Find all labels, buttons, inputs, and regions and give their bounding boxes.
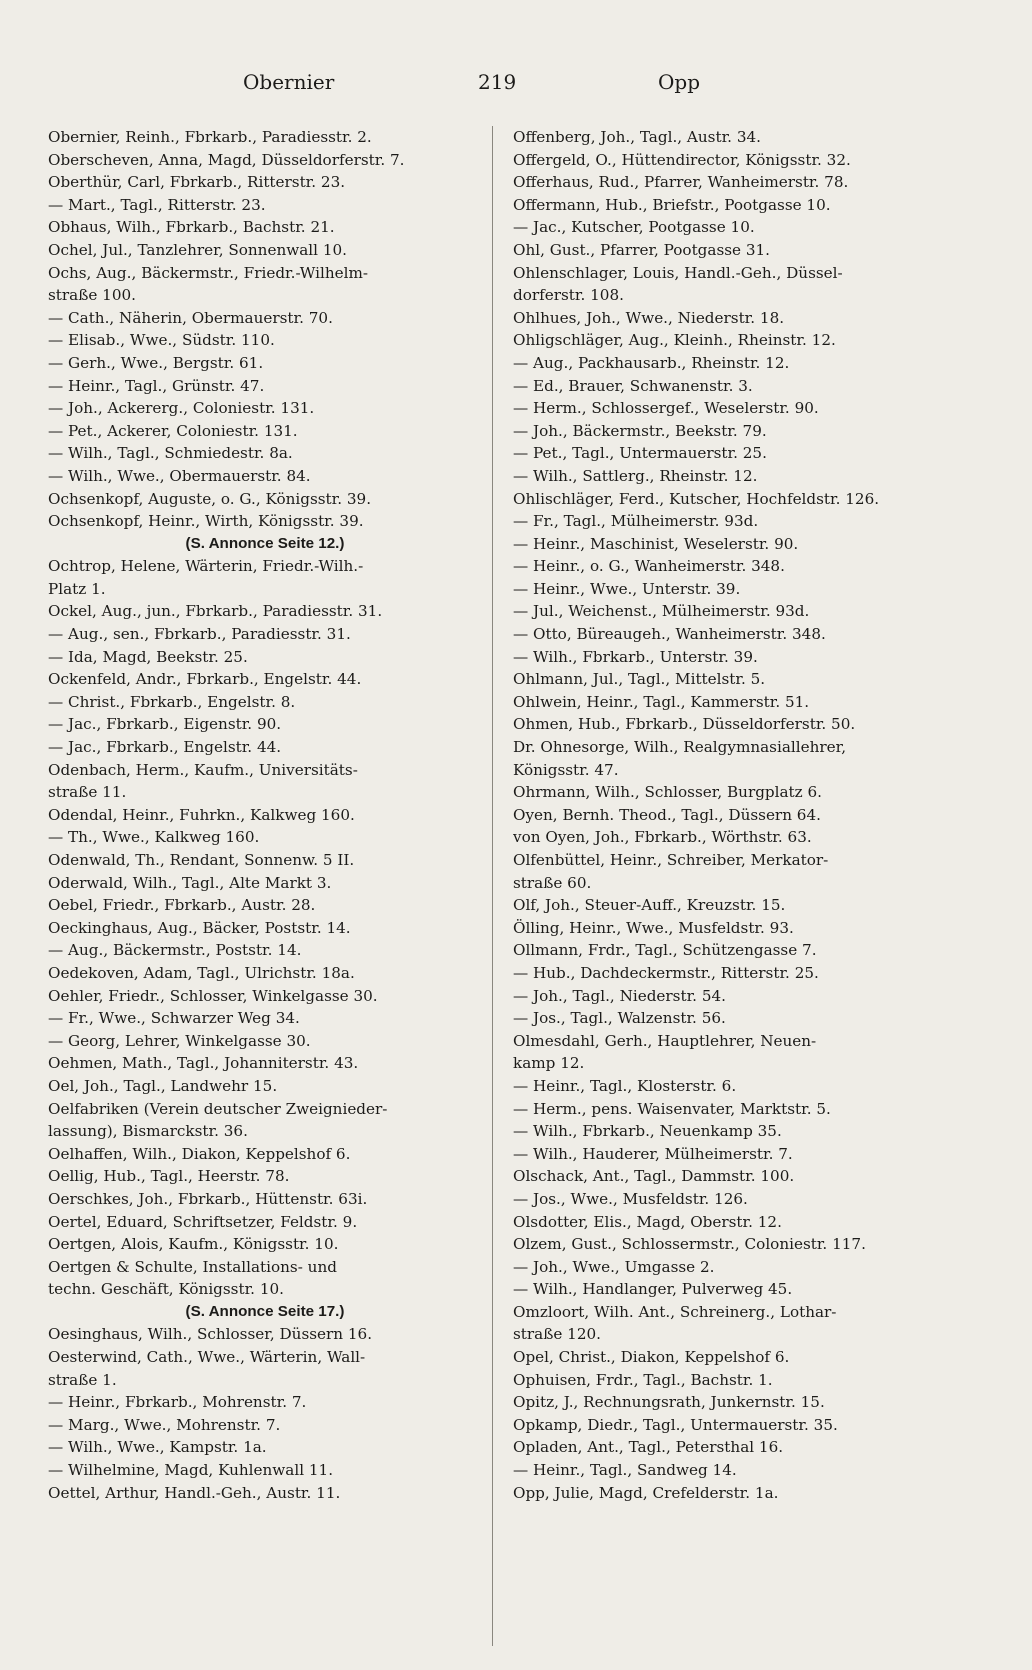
directory-entry: — Pet., Ackerer, Coloniestr. 131. [48, 421, 298, 440]
directory-entry: — Herm., Schlossergef., Weselerstr. 90. [513, 399, 819, 418]
directory-entry: — Jac., Fbrkarb., Engelstr. 44. [48, 738, 282, 757]
directory-entry: — Wilhelmine, Magd, Kuhlenwall 11. [48, 1461, 334, 1480]
directory-entry: — Jac., Fbrkarb., Eigenstr. 90. [48, 715, 282, 734]
directory-entry: — Pet., Tagl., Untermauerstr. 25. [513, 444, 767, 463]
directory-entry: — Aug., Bäckermstr., Poststr. 14. [48, 941, 302, 960]
directory-entry: Ochs, Aug., Bäckermstr., Friedr.-Wilhelm- [48, 263, 368, 282]
directory-entry: Odenwald, Th., Rendant, Sonnenw. 5 II. [48, 851, 355, 869]
directory-entry: von Oyen, Joh., Fbrkarb., Wörthstr. 63. [513, 828, 812, 847]
directory-entry: — Joh., Tagl., Niederstr. 54. [513, 986, 726, 1005]
directory-entry: — Hub., Dachdeckermstr., Ritterstr. 25. [513, 963, 819, 982]
directory-entry: — Mart., Tagl., Ritterstr. 23. [48, 195, 266, 214]
directory-entry: Oderwald, Wilh., Tagl., Alte Markt 3. [48, 873, 332, 892]
directory-entry: (S. Annonce Seite 12.) [185, 534, 345, 552]
directory-entry: — Wilh., Wwe., Obermauerstr. 84. [48, 466, 311, 485]
directory-entry: Opp, Julie, Magd, Crefelderstr. 1a. [513, 1483, 779, 1502]
directory-entry: — Heinr., Tagl., Klosterstr. 6. [513, 1076, 737, 1095]
directory-entry: Platz 1. [48, 579, 106, 598]
directory-entry: Ohl, Gust., Pfarrer, Pootgasse 31. [513, 240, 771, 259]
directory-entry: Königsstr. 47. [513, 760, 619, 779]
directory-entry: — Jos., Wwe., Musfeldstr. 126. [513, 1189, 748, 1208]
directory-entry: — Heinr., o. G., Wanheimerstr. 348. [513, 557, 785, 576]
directory-entry: Ockenfeld, Andr., Fbrkarb., Engelstr. 44. [48, 670, 362, 689]
column-divider [492, 126, 493, 1646]
directory-entry: Ohlwein, Heinr., Tagl., Kammerstr. 51. [513, 692, 810, 711]
directory-entry: Ohlmann, Jul., Tagl., Mittelstr. 5. [513, 670, 766, 689]
directory-entry: — Joh., Bäckermstr., Beekstr. 79. [513, 421, 767, 440]
directory-entry: straße 100. [48, 286, 136, 305]
directory-entry: — Heinr., Maschinist, Weselerstr. 90. [513, 534, 799, 553]
directory-entry: — Jac., Kutscher, Pootgasse 10. [513, 218, 755, 237]
directory-entry: — Fr., Tagl., Mülheimerstr. 93d. [513, 512, 759, 531]
directory-entry: — Joh., Ackererg., Coloniestr. 131. [48, 399, 315, 418]
directory-entry: Obernier, Reinh., Fbrkarb., Paradiesstr. 2. [48, 128, 372, 146]
directory-entry: — Aug., sen., Fbrkarb., Paradiesstr. 31. [48, 625, 351, 644]
directory-entry: Oesinghaus, Wilh., Schlosser, Düssern 16. [48, 1325, 373, 1344]
directory-entry: Ophuisen, Frdr., Tagl., Bachstr. 1. [513, 1370, 773, 1389]
directory-entry: Opel, Christ., Diakon, Keppelshof 6. [513, 1348, 790, 1367]
directory-entry: Ohlenschlager, Louis, Handl.-Geh., Düssel- [513, 263, 843, 282]
directory-entry: Oedekoven, Adam, Tagl., Ulrichstr. 18a. [48, 963, 355, 982]
directory-entry: — Aug., Packhausarb., Rheinstr. 12. [513, 353, 790, 372]
directory-entry: Olschack, Ant., Tagl., Dammstr. 100. [513, 1167, 795, 1186]
page-header [48, 70, 934, 104]
directory-entry: Olf, Joh., Steuer-Auff., Kreuzstr. 15. [513, 896, 786, 915]
directory-entry: — Wilh., Fbrkarb., Unterstr. 39. [513, 647, 758, 666]
directory-entry: straße 11. [48, 783, 127, 802]
directory-entry: Odendal, Heinr., Fuhrkn., Kalkweg 160. [48, 805, 355, 824]
directory-entry: Oertel, Eduard, Schriftsetzer, Feldstr. 9. [48, 1212, 358, 1231]
directory-entry: straße 60. [513, 873, 592, 892]
header-left-keyword: Obernier [243, 70, 335, 94]
directory-entry: Ohligschläger, Aug., Kleinh., Rheinstr. 12. [513, 331, 836, 350]
directory-entry: kamp 12. [513, 1054, 585, 1073]
directory-entry: Offerhaus, Rud., Pfarrer, Wanheimerstr. 78. [513, 173, 849, 192]
directory-entry: Opladen, Ant., Tagl., Petersthal 16. [513, 1438, 784, 1457]
directory-entry: Offermann, Hub., Briefstr., Pootgasse 10. [513, 195, 831, 214]
directory-entry: — Elisab., Wwe., Südstr. 110. [48, 331, 275, 350]
directory-entry: lassung), Bismarckstr. 36. [48, 1122, 248, 1141]
directory-entry: — Gerh., Wwe., Bergstr. 61. [48, 353, 264, 372]
directory-entry: Opitz, J., Rechnungsrath, Junkernstr. 15. [513, 1393, 825, 1412]
directory-entry: Ockel, Aug., jun., Fbrkarb., Paradiesstr. 31. [48, 602, 383, 621]
directory-entry: Ohlhues, Joh., Wwe., Niederstr. 18. [513, 308, 785, 327]
directory-entry: Obhaus, Wilh., Fbrkarb., Bachstr. 21. [48, 218, 335, 237]
directory-entry: Oehmen, Math., Tagl., Johanniterstr. 43. [48, 1054, 359, 1073]
directory-entry: Opkamp, Diedr., Tagl., Untermauerstr. 35. [513, 1415, 838, 1434]
directory-entry: — Th., Wwe., Kalkweg 160. [48, 828, 260, 847]
directory-entry: Oelhaffen, Wilh., Diakon, Keppelshof 6. [48, 1144, 351, 1163]
directory-entry: — Wilh., Wwe., Kampstr. 1a. [48, 1438, 267, 1457]
directory-entry: — Heinr., Tagl., Grünstr. 47. [48, 376, 265, 395]
directory-entry: Oel, Joh., Tagl., Landwehr 15. [48, 1076, 278, 1095]
directory-entry: — Heinr., Wwe., Unterstr. 39. [513, 579, 741, 598]
directory-entry: Ochsenkopf, Heinr., Wirth, Königsstr. 39. [48, 512, 364, 531]
directory-entry: — Otto, Büreaugeh., Wanheimerstr. 348. [513, 625, 826, 644]
directory-entry: — Jul., Weichenst., Mülheimerstr. 93d. [513, 602, 810, 621]
directory-entry: Oesterwind, Cath., Wwe., Wärterin, Wall- [48, 1348, 366, 1367]
directory-entry: — Wilh., Sattlerg., Rheinstr. 12. [513, 466, 758, 485]
directory-entry: Odenbach, Herm., Kaufm., Universitäts- [48, 760, 358, 779]
directory-entry: straße 1. [48, 1370, 117, 1389]
directory-entry: dorferstr. 108. [513, 286, 624, 305]
directory-entry: — Christ., Fbrkarb., Engelstr. 8. [48, 692, 296, 711]
directory-entry: — Heinr., Fbrkarb., Mohrenstr. 7. [48, 1393, 307, 1412]
directory-entry: Oberscheven, Anna, Magd, Düsseldorferstr. 7. [48, 150, 405, 169]
directory-entry: — Jos., Tagl., Walzenstr. 56. [513, 1009, 726, 1028]
directory-entry: — Wilh., Handlanger, Pulverweg 45. [513, 1280, 793, 1299]
directory-entry: Oertgen & Schulte, Installations- und [48, 1257, 337, 1276]
directory-entry: Ölling, Heinr., Wwe., Musfeldstr. 93. [513, 918, 794, 937]
directory-entry: Ochsenkopf, Auguste, o. G., Königsstr. 39. [48, 489, 372, 508]
directory-entry: Oerschkes, Joh., Fbrkarb., Hüttenstr. 63i. [48, 1189, 368, 1208]
directory-entry: — Ida, Magd, Beekstr. 25. [48, 647, 248, 666]
directory-entry: — Fr., Wwe., Schwarzer Weg 34. [48, 1009, 300, 1028]
directory-entry: straße 120. [513, 1325, 601, 1344]
directory-entry: Omzloort, Wilh. Ant., Schreinerg., Lothar- [513, 1302, 837, 1321]
directory-entry: — Cath., Näherin, Obermauerstr. 70. [48, 308, 333, 327]
directory-entry: Olfenbüttel, Heinr., Schreiber, Merkator- [513, 851, 829, 869]
directory-entry: — Georg, Lehrer, Winkelgasse 30. [48, 1031, 311, 1050]
directory-entry: — Joh., Wwe., Umgasse 2. [513, 1257, 715, 1276]
directory-entry: — Heinr., Tagl., Sandweg 14. [513, 1461, 737, 1480]
directory-entry: Olzem, Gust., Schlossermstr., Coloniestr. 117. [513, 1235, 866, 1254]
directory-entry: Ohmen, Hub., Fbrkarb., Düsseldorferstr. 50. [513, 715, 856, 734]
directory-entry: Offergeld, O., Hüttendirector, Königsstr. 32. [513, 150, 851, 169]
directory-entry: Ohrmann, Wilh., Schlosser, Burgplatz 6. [513, 783, 822, 802]
directory-entry: Olmesdahl, Gerh., Hauptlehrer, Neuen- [513, 1031, 817, 1050]
directory-entry: Oyen, Bernh. Theod., Tagl., Düssern 64. [513, 805, 821, 824]
header-right-keyword: Opp [658, 70, 701, 94]
directory-entry: — Ed., Brauer, Schwanenstr. 3. [513, 376, 753, 395]
directory-entry: Oeckinghaus, Aug., Bäcker, Poststr. 14. [48, 918, 351, 937]
directory-entry: — Marg., Wwe., Mohrenstr. 7. [48, 1415, 281, 1434]
directory-entry: Olsdotter, Elis., Magd, Oberstr. 12. [513, 1212, 782, 1231]
directory-entry: Offenberg, Joh., Tagl., Austr. 34. [513, 128, 761, 146]
left-column [48, 126, 482, 1652]
directory-entry: Oberthür, Carl, Fbrkarb., Ritterstr. 23. [48, 173, 346, 192]
right-column [513, 126, 951, 1652]
directory-entry: — Wilh., Tagl., Schmiedestr. 8a. [48, 444, 293, 463]
directory-entry: Oellig, Hub., Tagl., Heerstr. 78. [48, 1167, 290, 1186]
directory-entry: Oertgen, Alois, Kaufm., Königsstr. 10. [48, 1235, 339, 1254]
directory-entry: Oettel, Arthur, Handl.-Geh., Austr. 11. [48, 1483, 341, 1502]
directory-entry: — Wilh., Hauderer, Mülheimerstr. 7. [513, 1144, 793, 1163]
directory-entry: Oebel, Friedr., Fbrkarb., Austr. 28. [48, 896, 316, 915]
directory-entry: Dr. Ohnesorge, Wilh., Realgymnasiallehrer, [513, 738, 847, 757]
directory-entry: Ochtrop, Helene, Wärterin, Friedr.-Wilh.- [48, 557, 364, 576]
page-number: 219 [478, 70, 517, 94]
directory-entry: (S. Annonce Seite 17.) [185, 1302, 345, 1320]
directory-entry: Ochel, Jul., Tanzlehrer, Sonnenwall 10. [48, 240, 347, 259]
directory-entry: Ollmann, Frdr., Tagl., Schützengasse 7. [513, 941, 817, 960]
directory-entry: — Herm., pens. Waisenvater, Marktstr. 5. [513, 1099, 831, 1118]
directory-entry: Ohlischläger, Ferd., Kutscher, Hochfeldstr. 126. [513, 489, 880, 508]
directory-entry: — Wilh., Fbrkarb., Neuenkamp 35. [513, 1122, 782, 1141]
directory-entry: Oelfabriken (Verein deutscher Zweignieder- [48, 1099, 388, 1118]
directory-entry: techn. Geschäft, Königsstr. 10. [48, 1280, 284, 1299]
directory-entry: Oehler, Friedr., Schlosser, Winkelgasse 30. [48, 986, 378, 1005]
